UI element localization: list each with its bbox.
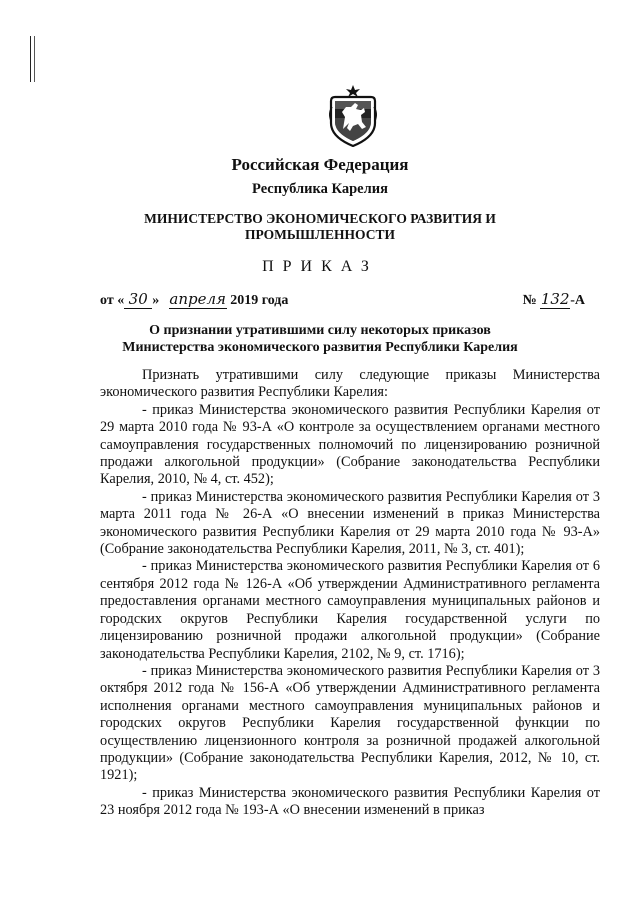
body-paragraph-item: - приказ Министерства экономического развития Республики Карелия от 3 марта 2011 года № 26-А «О внесении изменений в приказ Министерства экономического развития Республики Карелия от 29 марта 2010 года № 93-А» (Собрание законодательства Республики Карелия, 2011, № 3, ст. 401); <box>100 488 600 558</box>
order-number <box>523 290 585 309</box>
number-suffix: -А <box>570 293 585 308</box>
document-type: ПРИКАЗ <box>262 258 378 275</box>
handwritten-number: 132 <box>540 290 570 308</box>
body-paragraph-item: - приказ Министерства экономического развития Республики Карелия от 6 сентября 2012 года № 126-А «Об утверждении Административного регламента предоставления органами местного самоуправления муниципальных районов и городских округов Республики Карелия государственной услуги по лицензированию розничной продажи алкогольной продукции» (Собрание законодательства Республики Карелия, 2102, № 9, ст. 1716); <box>100 558 600 662</box>
order-title-line1: О признании утратившими силу некоторых приказов <box>149 323 491 338</box>
handwritten-month: апреля <box>169 290 226 308</box>
body-paragraph-item: - приказ Министерства экономического развития Республики Карелия от 23 ноября 2012 года № 193-А «О внесении изменений в приказ <box>100 784 600 819</box>
date-year: 2019 года <box>230 293 289 308</box>
republic-name: Республика Карелия <box>252 181 388 197</box>
order-title <box>0 322 640 356</box>
margin-mark <box>30 36 35 82</box>
country-name: Российская Федерация <box>231 155 409 174</box>
karelia-coat-of-arms-icon <box>325 85 381 147</box>
date-close-quote: » <box>152 293 160 308</box>
ministry-name-line1: МИНИСТЕРСТВО ЭКОНОМИЧЕСКОГО РАЗВИТИЯ И <box>144 211 496 226</box>
order-title-line2: Министерства экономического развития Республики Карелия <box>122 340 518 355</box>
handwritten-day: 30 <box>124 290 152 309</box>
body-paragraph-item: - приказ Министерства экономического развития Республики Карелия от 3 октября 2012 года № 156-А «Об утверждении Административного регламента исполнения органами местного самоуправления муниципальных районов и городских округов Республики Карелия государственной функции по осуществлению лицензионного контроля за розничной продажей алкогольной продукции» (Собрание законодательства Республики Карелия, 2012, № 10, ст. 1921); <box>100 662 600 784</box>
order-body <box>100 367 600 820</box>
order-date <box>100 290 288 309</box>
body-paragraph-intro: Признать утратившими силу следующие приказы Министерства экономического развития Республики Карелия: <box>100 367 600 401</box>
body-paragraph-item: - приказ Министерства экономического развития Республики Карелия от 29 марта 2010 года № 93-А «О контроле за осуществлением органами местного самоуправления государственных полномочий по лицензированию розничной продажи алкогольной продукции» (Собрание законодательства Республики Карелия, 2010, № 4, ст. 452); <box>100 401 600 488</box>
date-open-quote: « <box>117 293 125 308</box>
ministry-name-line2: ПРОМЫШЛЕННОСТИ <box>245 227 395 242</box>
date-number-line <box>100 290 585 310</box>
number-label: № <box>522 293 537 308</box>
ministry-name <box>0 211 640 243</box>
date-prefix: от <box>100 293 114 308</box>
